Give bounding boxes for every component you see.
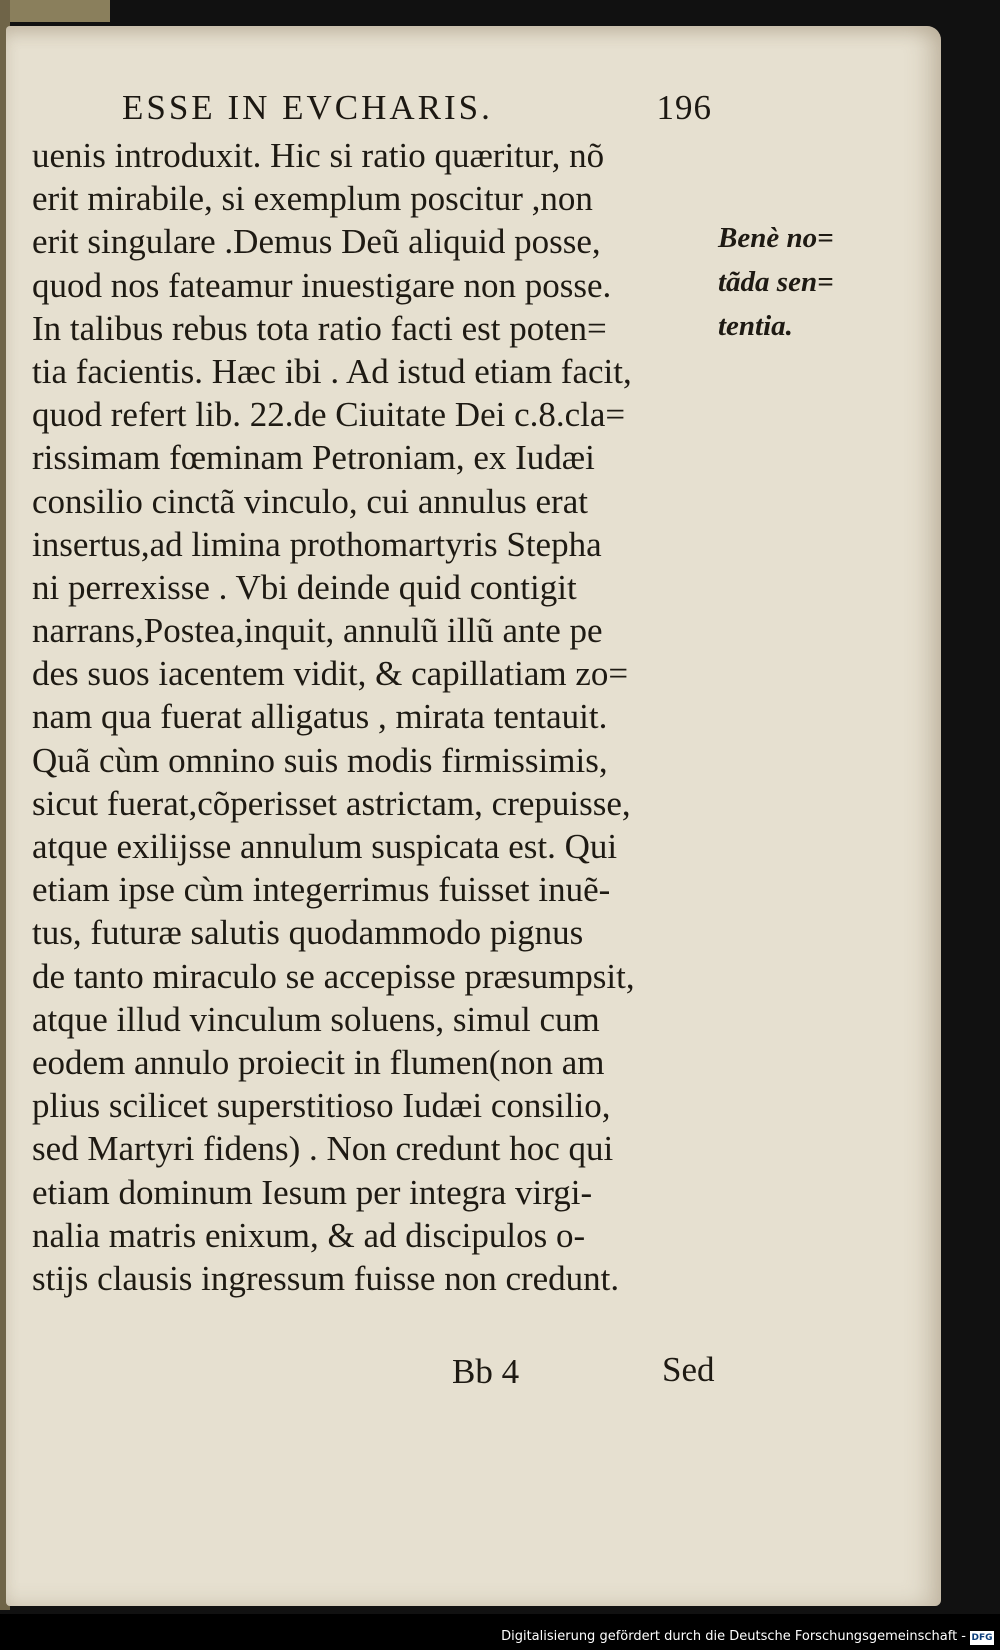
text-line: erit singulare .Demus Deũ aliquid posse, (32, 222, 601, 262)
text-line: etiam ipse cùm integerrimus fuisset inuẽ- (32, 870, 611, 910)
running-title: ESSE IN EVCHARIS. (122, 88, 493, 127)
text-line: narrans,Postea,inquit, annulũ illũ ante pe (32, 611, 603, 651)
catchword: Sed (662, 1350, 715, 1389)
text-line: tia facientis. Hæc ibi . Ad istud etiam facit, (32, 351, 632, 391)
text-line: atque illud vinculum soluens, simul cum (32, 999, 600, 1039)
digitization-footer (0, 1614, 1000, 1650)
marginal-note-line: Benè no= (718, 222, 834, 254)
text-line: stijs clausis ingressum fuisse non credunt. (32, 1258, 620, 1298)
text-line: de tanto miraculo se accepisse præsumpsit, (32, 956, 635, 996)
dfg-logo: DFG (971, 1633, 993, 1643)
text-line: etiam dominum Iesum per integra virgi- (32, 1172, 593, 1212)
marginal-note-line: tentia. (718, 310, 793, 342)
text-line: consilio cinctã vinculo, cui annulus erat (32, 481, 588, 521)
text-line: des suos iacentem vidit, & capillatiam zo= (32, 654, 629, 694)
text-line: ni perrexisse . Vbi deinde quid contigit (32, 567, 577, 607)
signature-mark: Bb 4 (452, 1352, 520, 1391)
text-line: nam qua fuerat alligatus , mirata tentauit. (32, 697, 608, 737)
text-line: rissimam fœminam Petroniam, ex Iudæi (32, 438, 595, 478)
marginal-note (718, 216, 858, 348)
text-line: nalia matris enixum, & ad discipulos o- (32, 1215, 586, 1255)
text-line: quod nos fateamur inuestigare non posse. (32, 265, 612, 305)
text-line: sed Martyri fidens) . Non credunt hoc qui (32, 1129, 614, 1169)
text-line: quod refert lib. 22.de Ciuitate Dei c.8.cla= (32, 395, 626, 435)
text-line: eodem annulo proiecit in flumen(non am (32, 1042, 605, 1082)
book-spine-top (0, 0, 110, 22)
text-line: erit mirabile, si exemplum poscitur ,non (32, 179, 593, 219)
marginal-note-line: tãda sen= (718, 266, 834, 298)
text-line: sicut fuerat,cõperisset astrictam, crepuisse, (32, 783, 631, 823)
main-text-block (32, 134, 732, 1300)
text-line: insertus,ad limina prothomartyris Stepha (32, 524, 602, 564)
text-line: plius scilicet superstitioso Iudæi consilio, (32, 1086, 611, 1126)
running-header (122, 88, 712, 132)
page-number: 196 (656, 88, 712, 127)
funding-credit: Digitalisierung gefördert durch die Deutsche Forschungsgemeinschaft - (501, 1629, 966, 1644)
text-line: uenis introduxit. Hic si ratio quæritur, nõ (32, 136, 605, 175)
text-line: tus, futuræ salutis quodammodo pignus (32, 913, 584, 953)
text-line: atque exilijsse annulum suspicata est. Qui (32, 827, 618, 866)
text-line: In talibus rebus tota ratio facti est poten= (32, 308, 607, 348)
text-line: Quã cùm omnino suis modis firmissimis, (32, 740, 608, 780)
